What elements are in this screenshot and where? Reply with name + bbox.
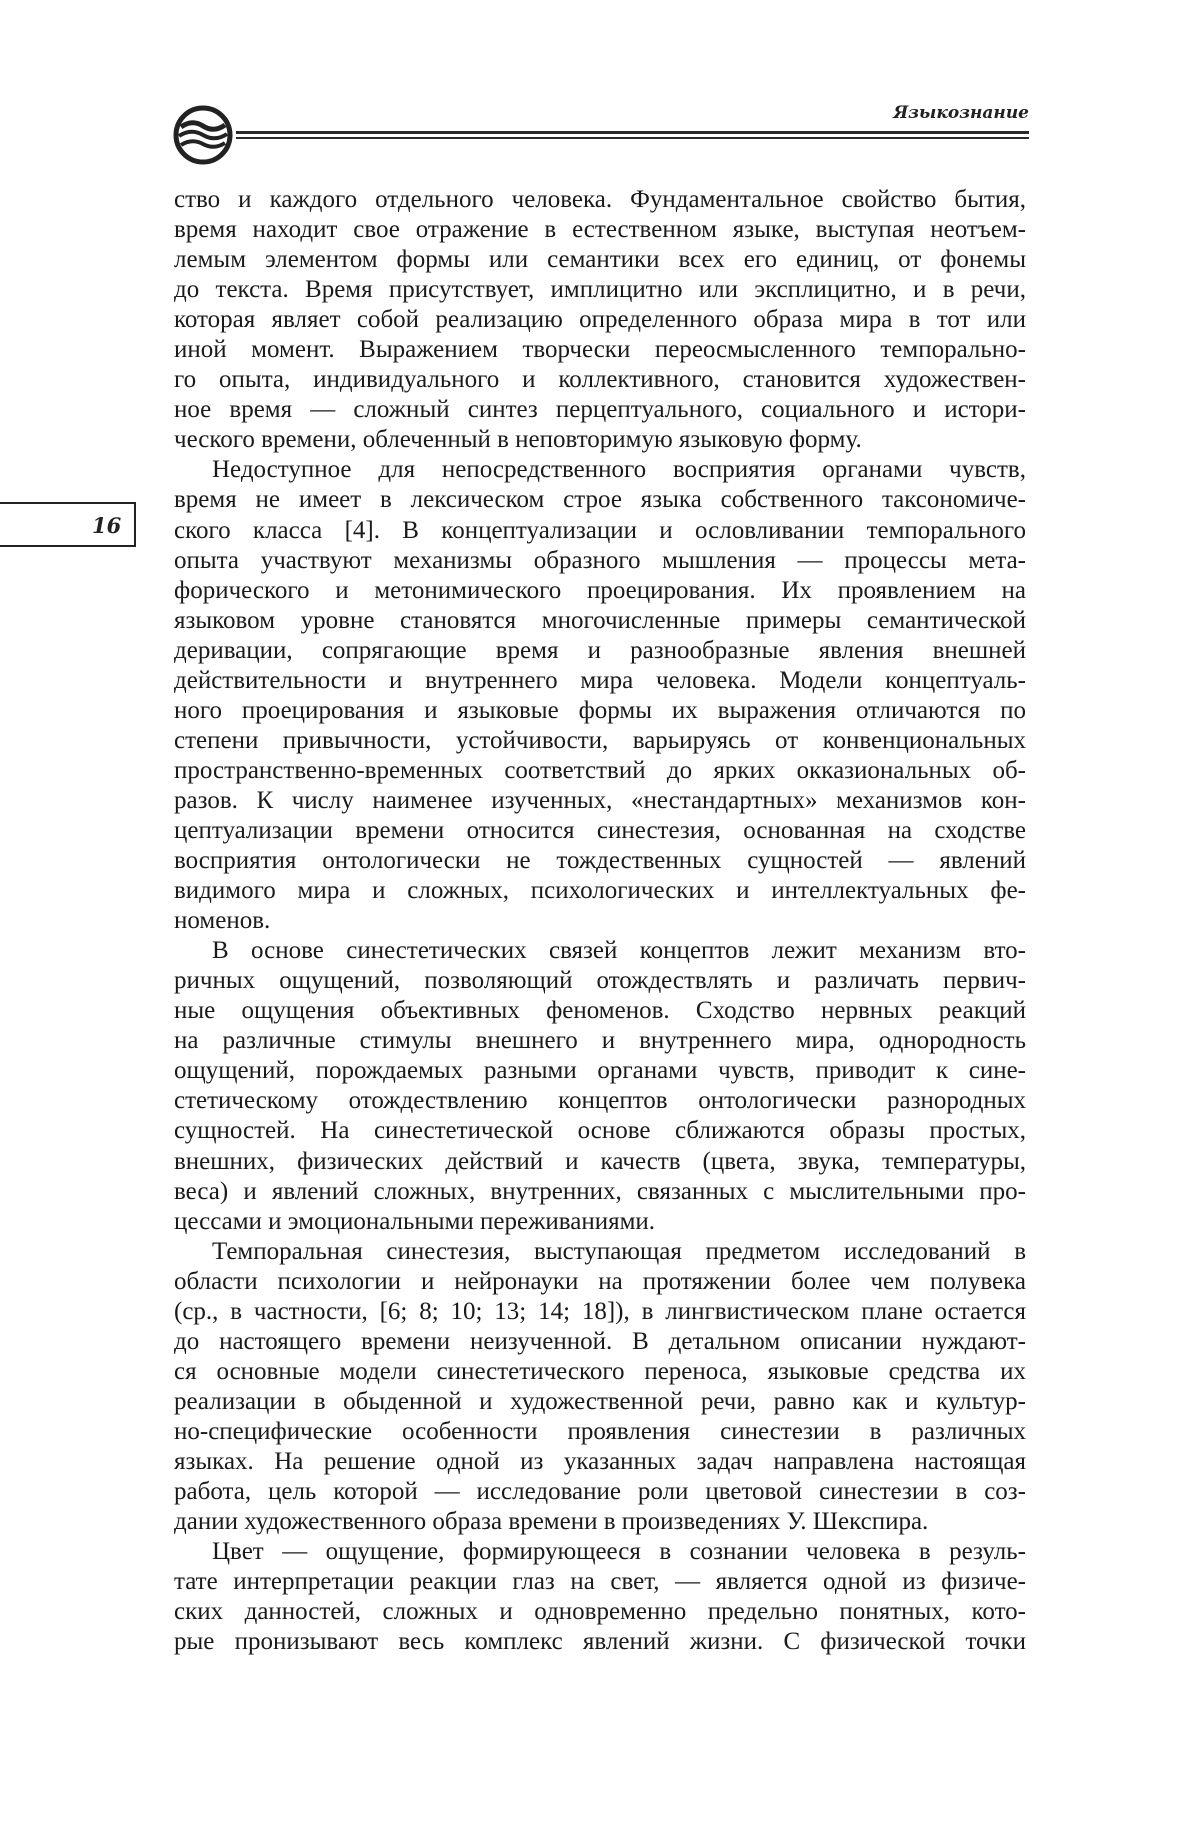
text-line: видимого мира и сложных, психологических и интеллектуальных фе- xyxy=(174,877,1026,905)
text-line: веса) и явлений сложных, внутренних, связанных с мыслительными про- xyxy=(174,1177,1026,1205)
text-line: которая являет собой реализацию определенного образа мира в тот или xyxy=(174,306,1026,334)
header-rule-thick xyxy=(236,131,1029,134)
text-line: цептуализации времени относится синестезия, основанная на сходстве xyxy=(174,816,1026,844)
text-line: рые пронизывают весь комплекс явлений жизни. С физической точки xyxy=(174,1628,1026,1656)
page-number: 16 xyxy=(92,513,122,538)
header-rule-thin xyxy=(236,137,1029,139)
text-line: го опыта, индивидуального и коллективного, становится художествен- xyxy=(174,366,1026,394)
text-line: пространственно-временных соответствий до ярких окказиональных об- xyxy=(174,756,1026,784)
text-line: ощущений, порождаемых разными органами чувств, приводит к сине- xyxy=(174,1057,1026,1085)
text-line: на различные стимулы внешнего и внутреннего мира, однородность xyxy=(174,1027,1026,1055)
text-line: разов. К числу наименее изученных, «нестандартных» механизмов кон- xyxy=(174,786,1026,814)
text-line: степени привычности, устойчивости, варьируясь от конвенциональных xyxy=(174,726,1026,754)
text-line: ство и каждого отдельного человека. Фундаментальное свойство бытия, xyxy=(174,186,1026,213)
text-line: но-специфические особенности проявления синестезии в различных xyxy=(174,1417,1026,1445)
text-line: реализации в обыденной и художественной речи, равно как и культур- xyxy=(174,1387,1026,1415)
text-line: до текста. Время присутствует, имплицитно или эксплицитно, и в речи, xyxy=(174,276,1026,304)
text-line: Темпоральная синестезия, выступающая предметом исследований в xyxy=(212,1237,1026,1265)
body-text xyxy=(174,185,1026,1657)
text-line: форического и метонимического проецирования. Их проявлением на xyxy=(174,576,1026,604)
text-line: ного проецирования и языковые формы их выражения отличаются по xyxy=(174,696,1026,724)
text-line: действительности и внутреннего мира человека. Модели концептуаль- xyxy=(174,666,1026,694)
text-line: время не имеет в лексическом строе языка собственного таксономиче- xyxy=(174,486,1026,514)
section-title: Языкознание xyxy=(893,103,1029,123)
text-line: языковом уровне становятся многочисленные примеры семантической xyxy=(174,606,1026,634)
text-line: сущностей. На синестетической основе сближаются образы простых, xyxy=(174,1117,1026,1145)
text-line: ского класса [4]. В концептуализации и ословливании темпорального xyxy=(174,516,1026,544)
text-line: цессами и эмоциональными переживаниями. xyxy=(174,1207,656,1235)
text-line: ные ощущения объективных феноменов. Сходство нервных реакций xyxy=(174,997,1026,1025)
text-line: В основе синестетических связей концептов лежит механизм вто- xyxy=(212,937,1026,965)
text-line: области психологии и нейронауки на протяжении более чем полувека xyxy=(174,1267,1026,1295)
text-line: деривации, сопрягающие время и разнообразные явления внешней xyxy=(174,636,1026,664)
text-line: стетическому отождествлению концептов онтологически разнородных xyxy=(174,1087,1026,1115)
header-rule xyxy=(236,131,1029,140)
text-line: ное время — сложный синтез перцептуального, социального и истори- xyxy=(174,396,1026,424)
text-line: Недоступное для непосредственного восприятия органами чувств, xyxy=(212,456,1026,484)
text-line: дании художественного образа времени в произведениях У. Шекспира. xyxy=(174,1508,929,1536)
text-line: Цвет — ощущение, формирующееся в сознании человека в резуль- xyxy=(212,1538,1026,1566)
text-line: внешних, физических действий и качеств (цвета, звука, температуры, xyxy=(174,1147,1026,1175)
text-line: (ср., в частности, [6; 8; 10; 13; 14; 18]), в лингвистическом плане остается xyxy=(174,1297,1026,1325)
text-line: восприятия онтологически не тождественных сущностей — явлений xyxy=(174,847,1026,875)
text-line: языках. На решение одной из указанных задач направлена настоящая xyxy=(174,1447,1026,1475)
text-line: ческого времени, облеченный в неповторимую языковую форму. xyxy=(174,426,862,454)
text-line: время находит свое отражение в естественном языке, выступая неотъем- xyxy=(174,216,1026,244)
text-line: тате интерпретации реакции глаз на свет, — является одной из физиче- xyxy=(174,1568,1026,1596)
text-line: ричных ощущений, позволяющий отождествлять и различать первич- xyxy=(174,967,1026,995)
text-line: номенов. xyxy=(174,907,271,935)
text-line: до настоящего времени неизученной. В детальном описании нуждают- xyxy=(174,1327,1026,1355)
text-line: ских данностей, сложных и одновременно предельно понятных, кото- xyxy=(174,1598,1026,1626)
text-line: лемым элементом формы или семантики всех его единиц, от фонемы xyxy=(174,246,1026,274)
text-line: иной момент. Выражением творчески переосмысленного темпорально- xyxy=(174,336,1026,364)
text-line: опыта участвуют механизмы образного мышления — процессы мета- xyxy=(174,546,1026,574)
text-line: ся основные модели синестетического переноса, языковые средства их xyxy=(174,1357,1026,1385)
text-line: работа, цель которой — исследование роли цветовой синестезии в соз- xyxy=(174,1478,1026,1506)
wave-circle-logo-icon xyxy=(172,104,234,166)
